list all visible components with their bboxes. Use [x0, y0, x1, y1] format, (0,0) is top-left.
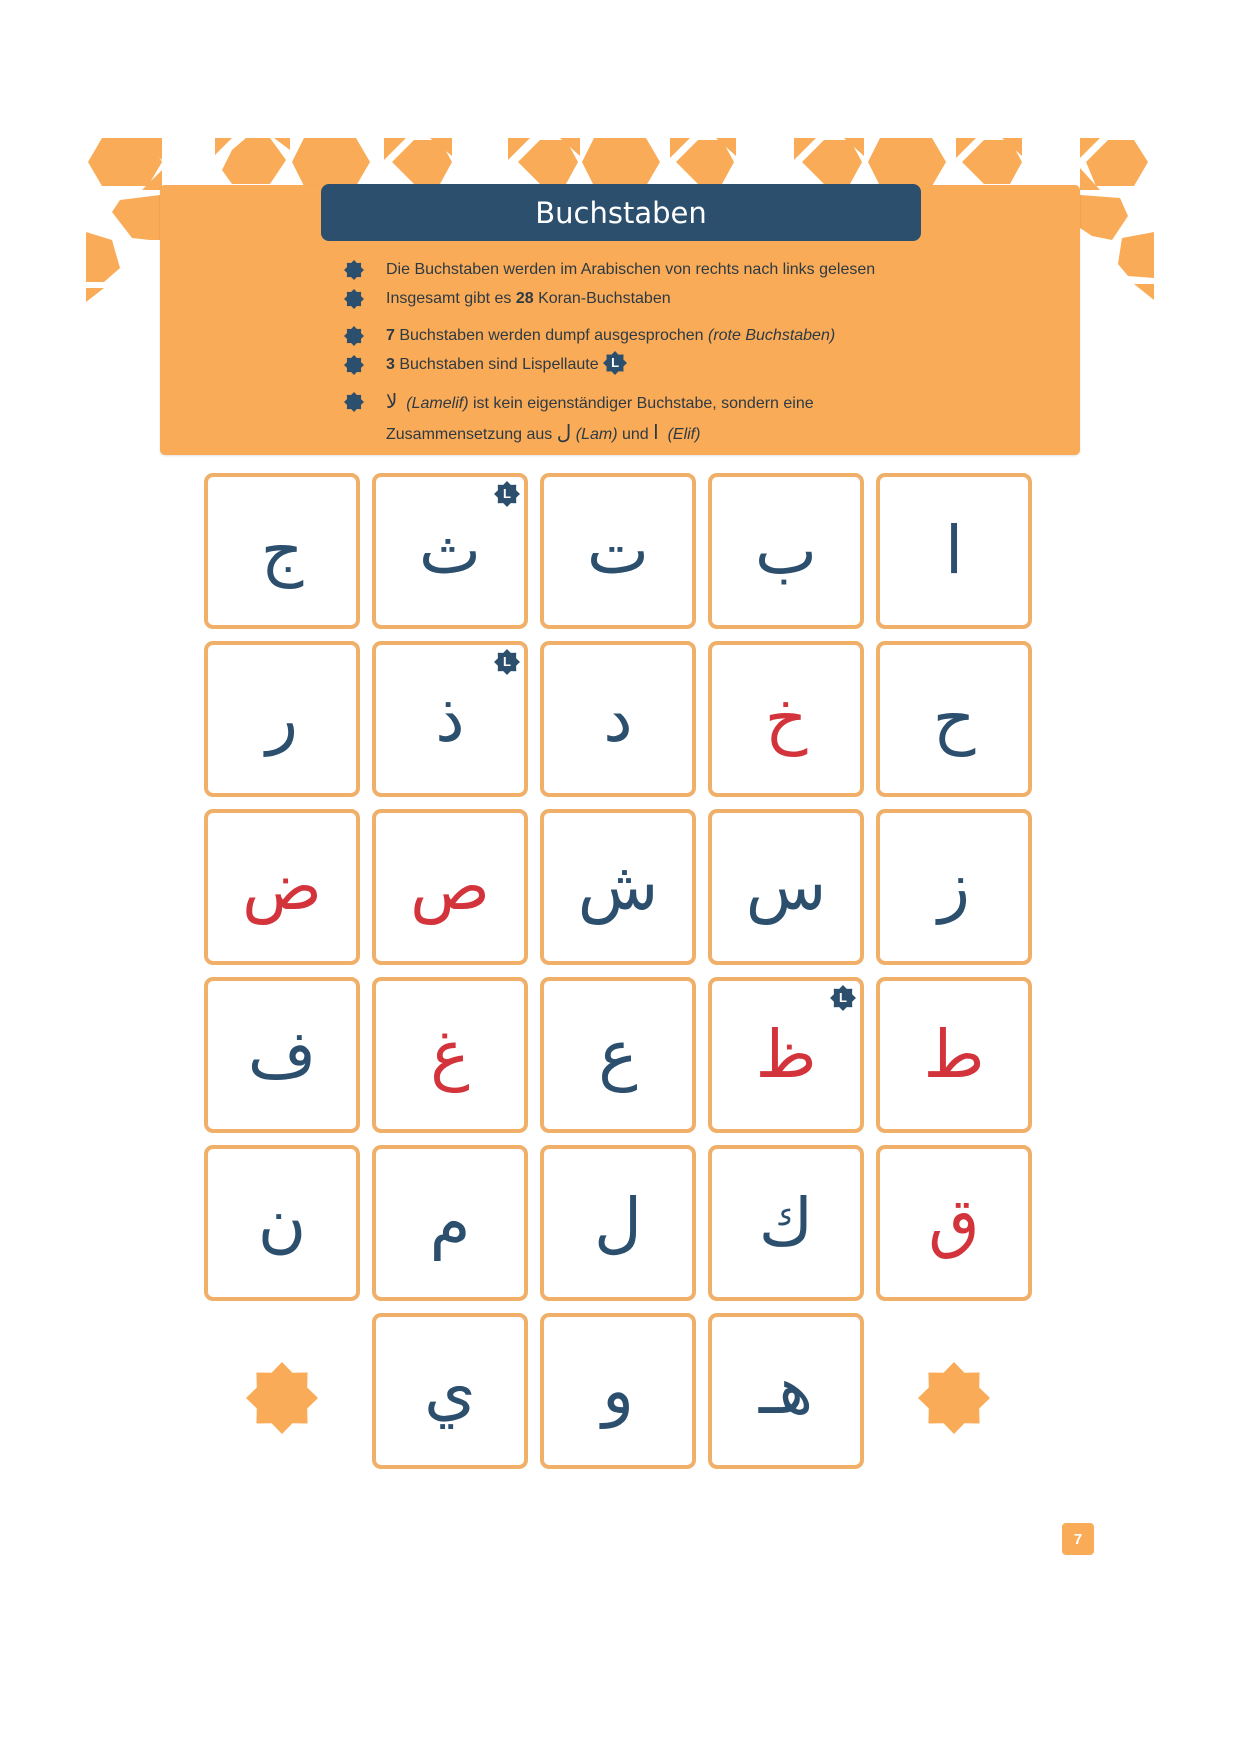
- letter-tile[interactable]: [540, 1145, 696, 1301]
- arabic-letter: و: [602, 1352, 634, 1429]
- lisp-badge-icon: [603, 351, 627, 375]
- arabic-letter: هـ: [758, 1352, 814, 1429]
- letter-tile[interactable]: [708, 977, 864, 1133]
- arabic-letter: ج: [260, 512, 304, 589]
- bullet-emphatic-letters: [344, 321, 1064, 350]
- letter-tile[interactable]: [876, 641, 1032, 797]
- arabic-letter: د: [603, 680, 633, 757]
- lisp-badge-label: L: [611, 355, 620, 370]
- bullet-reading-direction: [344, 255, 1064, 284]
- lisp-badge-label: L: [839, 990, 847, 1005]
- letter-tile[interactable]: [876, 977, 1032, 1133]
- bullet-lamelif: [344, 387, 1064, 449]
- letter-tile[interactable]: [372, 1145, 528, 1301]
- bullet-text: Die Buchstaben werden im Arabischen von rechts nach links gelesen: [386, 261, 876, 278]
- elif-glyph: ا: [653, 420, 659, 444]
- letter-tile[interactable]: [372, 809, 528, 965]
- letter-tile[interactable]: [204, 977, 360, 1133]
- letter-tile[interactable]: [540, 977, 696, 1133]
- arabic-letter: ز: [938, 848, 970, 925]
- letter-tile[interactable]: [708, 1313, 864, 1469]
- lamelif-glyph: لا: [386, 389, 398, 413]
- arabic-letter: ذ: [435, 680, 465, 757]
- bullet-text: ist kein eigenständiger Buchstabe, sondern eine: [468, 395, 814, 412]
- arabic-letter: ي: [424, 1352, 476, 1429]
- left-star-ornament-icon: [246, 1362, 318, 1434]
- lamelif-name: (Lamelif): [406, 395, 469, 412]
- arabic-letter: ط: [923, 1016, 985, 1093]
- letter-tile[interactable]: [708, 809, 864, 965]
- lisp-badge-icon: [494, 649, 520, 675]
- letter-tile[interactable]: [540, 473, 696, 629]
- info-panel: [160, 185, 1080, 455]
- arabic-letter: ن: [257, 1184, 307, 1261]
- lisp-badge-label: L: [503, 486, 511, 501]
- arabic-letter: ك: [758, 1184, 814, 1261]
- lam-name: (Lam): [575, 426, 618, 443]
- star-bullet-icon: [344, 392, 364, 412]
- pentagon-shape: [1118, 232, 1154, 278]
- letter-tile[interactable]: [372, 1313, 528, 1469]
- star-bullet-icon: [344, 355, 364, 375]
- arabic-letter: ث: [418, 512, 482, 589]
- arabic-letter: ت: [586, 512, 650, 589]
- arabic-letter: س: [745, 848, 827, 925]
- hexagon-shape: [1086, 140, 1148, 186]
- arabic-letter: ا: [944, 512, 964, 589]
- hexagon-shape: [868, 138, 946, 186]
- star-bullet-icon: [344, 326, 364, 346]
- letter-tile[interactable]: [540, 1313, 696, 1469]
- triangle-shape: [86, 288, 104, 302]
- lisp-badge-label: L: [503, 654, 511, 669]
- arabic-letter: ر: [266, 680, 298, 757]
- letter-tile[interactable]: [876, 809, 1032, 965]
- bullet-text: Buchstaben sind Lispellaute: [394, 356, 599, 373]
- bullet-text-pre: Insgesamt gibt es: [386, 290, 516, 307]
- letter-tile[interactable]: [204, 641, 360, 797]
- bullet-text: Zusammensetzung aus: [386, 426, 557, 443]
- right-star-ornament-icon: [918, 1362, 990, 1434]
- triangle-shape: [1134, 284, 1154, 300]
- pentagon-shape: [112, 195, 160, 240]
- bullet-count: 7: [386, 327, 395, 344]
- pentagon-shape: [86, 232, 120, 282]
- letter-tile[interactable]: [708, 473, 864, 629]
- hexagon-shape: [676, 140, 734, 184]
- bullet-note: (rote Buchstaben): [708, 327, 836, 344]
- bullet-letter-count: [344, 284, 1064, 313]
- bullet-text-post: Koran-Buchstaben: [533, 290, 671, 307]
- letter-tile[interactable]: [204, 473, 360, 629]
- arabic-letter: ب: [754, 512, 818, 589]
- arabic-letter: ل: [594, 1184, 642, 1261]
- bullet-count: 28: [515, 290, 534, 307]
- hexagon-shape: [222, 138, 286, 184]
- arabic-letter: خ: [764, 680, 808, 757]
- hexagon-shape: [802, 140, 862, 184]
- letter-tile[interactable]: [876, 1145, 1032, 1301]
- pentagon-shape: [1080, 195, 1128, 240]
- arabic-letter: ق: [928, 1184, 980, 1261]
- info-bullet-list: [344, 255, 1064, 449]
- hexagon-shape: [518, 140, 578, 184]
- lisp-badge-icon: [830, 985, 856, 1011]
- letter-tile[interactable]: [540, 809, 696, 965]
- letter-tile[interactable]: [540, 641, 696, 797]
- arabic-letter: ص: [410, 848, 490, 925]
- arabic-letter: ف: [247, 1016, 317, 1093]
- arabic-letter: ض: [242, 848, 322, 925]
- elif-name: (Elif): [667, 426, 701, 443]
- letter-tile[interactable]: [708, 641, 864, 797]
- star-bullet-icon: [344, 260, 364, 280]
- letter-tile[interactable]: [876, 473, 1032, 629]
- arabic-letter: ح: [932, 680, 976, 757]
- letter-tile[interactable]: [372, 641, 528, 797]
- bullet-lisp-letters: [344, 350, 1064, 379]
- letter-tile[interactable]: [204, 1145, 360, 1301]
- arabic-letter: ش: [577, 848, 659, 925]
- star-bullet-icon: [344, 289, 364, 309]
- arabic-letter: ع: [598, 1016, 638, 1093]
- bullet-count: 3: [386, 356, 395, 373]
- letter-tile[interactable]: [708, 1145, 864, 1301]
- page-title: Buchstaben: [321, 184, 921, 241]
- arabic-letter: ظ: [755, 1016, 817, 1093]
- arabic-letter: م: [429, 1184, 471, 1261]
- lam-glyph: ل: [556, 420, 572, 444]
- letter-tile[interactable]: [372, 977, 528, 1133]
- bullet-text: und: [617, 426, 654, 443]
- lisp-badge-icon: [494, 481, 520, 507]
- hexagon-shape: [292, 138, 370, 186]
- arabic-letter: غ: [430, 1016, 470, 1093]
- triangle-shape: [215, 138, 232, 155]
- hexagon-shape: [582, 138, 660, 186]
- letter-tile[interactable]: [372, 473, 528, 629]
- bullet-text: Buchstaben werden dumpf ausgesprochen: [394, 327, 708, 344]
- letter-tile[interactable]: [204, 809, 360, 965]
- page-number: 7: [1062, 1523, 1094, 1555]
